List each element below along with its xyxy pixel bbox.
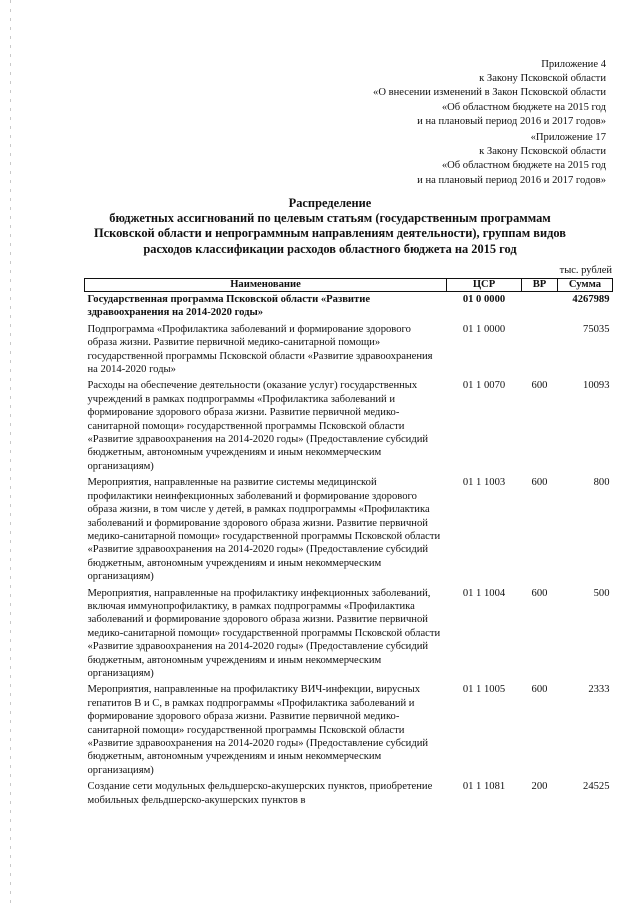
cell-vr: 600 [531,380,548,392]
cell-sum: 500 [593,587,610,599]
table-row [85,378,613,475]
cell-csr: 01 1 1004 [462,587,506,599]
scan-edge-artifact [10,0,11,905]
cell-csr: 01 1 0000 [462,323,506,335]
title-line: Распределение [288,196,372,210]
cell-sum: 4267989 [572,294,610,305]
cell-name: Подпрограмма «Профилактика заболеваний и формирование здорового образа жизни. Развитие первичной медико-санитарной помощи» государственной программы Псковской области «Развитие здравоохранения на 2014-2020 годы» [87,323,433,376]
cell-vr: 600 [531,587,548,599]
cell-name: Создание сети модульных фельдшерско-акушерских пунктов, приобретение мобильных фельдшерско-акушерских пунктов в [87,781,433,806]
cell-vr [522,322,558,379]
annex-line: к Закону Псковской области [479,73,606,85]
cell-vr [522,292,558,322]
table-row [85,475,613,585]
cell-sum: 75035 [583,323,610,335]
cell-csr: 01 1 0070 [462,380,506,392]
annex-line: Приложение 4 [541,59,606,70]
cell-vr: 600 [531,477,548,489]
cell-name: Мероприятия, направленные на профилактику инфекционных заболеваний, включая иммунопрофилактику, в рамках подпрограммы «Профилактика заболеваний и формирование здорового образа жизни. Развитие первичной медико-санитарной помощи» государственной программы Псковской области «Развитие здравоохранения на 2014-2020 годы» (Предоставление субсидий бюджетным, автономным учреждениям и иным некоммерческим организациям) [87,587,441,679]
annex-line: «О внесении изменений в Закон Псковской области [373,87,606,99]
annex-17-block [417,131,606,188]
annex-line: и на плановый период 2016 и 2017 годов» [417,115,606,127]
cell-name: Мероприятия, направленные на развитие системы медицинской профилактики неинфекционных заболеваний и формирование здорового образа жизни, в том числе у детей, в рамках подпрограммы «Профилактика заболеваний и формирование здорового образа жизни. Развитие первичной медико-санитарной помощи» государственной программы Псковской области «Развитие здравоохранения на 2014-2020 годы» (Предоставление субсидий бюджетным, автономным учреждениям и иным некоммерческим организациям) [87,477,441,583]
title-line: расходов классификации расходов областного бюджета на 2015 год [143,241,517,256]
cell-sum: 10093 [583,380,610,392]
title-line: бюджетных ассигнований по целевым статьям (государственным программам [109,211,551,226]
annex-line: «Приложение 17 [530,132,606,143]
header-vr: ВР [522,279,558,292]
cell-name: Мероприятия, направленные на профилактику ВИЧ-инфекции, вирусных гепатитов В и С, в рамках подпрограммы «Профилактика заболеваний и формирование здорового образа жизни. Развитие первичной медико-санитарной помощи» государственной программы Псковской области «Развитие здравоохранения на 2014-2020 годы» (Предоставление субсидий бюджетным, автономным учреждениям и иным некоммерческим организациям) [87,684,429,776]
table-row [85,586,613,683]
cell-name: Расходы на обеспечение деятельности (оказание услуг) государственных учреждений в рамках подпрограммы «Профилактика заболеваний и формирование здорового образа жизни. Развитие первичной медико-санитарной помощи» государственной программы Псковской области «Развитие здравоохранения на 2014-2020 годы» (Предоставление субсидий бюджетным, автономным учреждениям и иным некоммерческим организациям) [87,380,429,472]
cell-csr: 01 1 1003 [462,477,506,489]
table-row [85,292,613,322]
table-row [85,682,613,779]
cell-sum: 2333 [588,684,610,696]
annex-block [373,58,606,129]
table-row [85,779,613,809]
cell-sum: 24525 [583,781,610,793]
annex-line: «Об областном бюджете на 2015 год [441,101,606,113]
cell-csr: 01 1 1081 [462,781,506,793]
cell-csr: 01 0 0000 [462,294,506,305]
cell-sum: 800 [593,477,610,489]
cell-vr: 600 [531,684,548,696]
annex-line: и на плановый период 2016 и 2017 годов» [417,174,606,186]
annex-line: к Закону Псковской области [479,146,606,158]
cell-csr: 01 1 1005 [462,684,506,696]
annex-line: «Об областном бюджете на 2015 год [441,160,606,172]
header-sum: Сумма [558,279,613,292]
title-line: Псковской области и непрограммным направлениям деятельности), группам видов [94,226,566,241]
header-csr: ЦСР [447,279,522,292]
table-row [85,322,613,379]
cell-name: Государственная программа Псковской области «Развитие здравоохранения на 2014-2020 годы» [87,294,371,319]
table-header-row [85,279,613,292]
cell-vr: 200 [531,781,548,793]
header-name: Наименование [85,279,447,292]
document-title [60,196,600,257]
budget-table [84,278,613,809]
units-label: тыс. рублей [559,265,612,276]
